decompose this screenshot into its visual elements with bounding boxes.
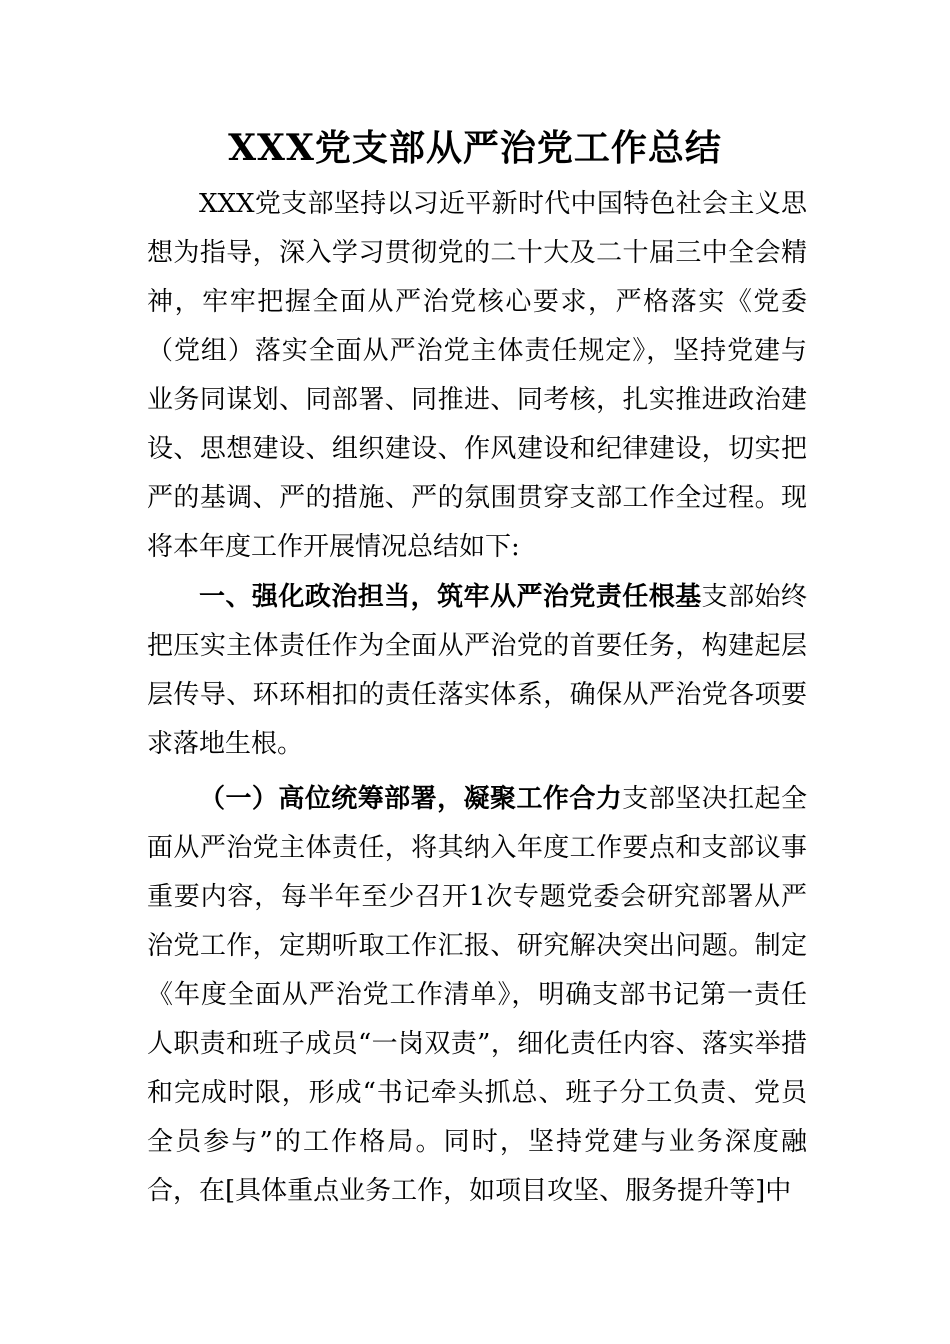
subsection-1-heading: （一）高位统筹部署，凝聚工作合力 <box>199 784 623 814</box>
document-body <box>147 180 807 1216</box>
subsection-1-paragraph <box>147 775 807 1216</box>
document-title: XXX党支部从严治党工作总结 <box>228 127 722 169</box>
section-1-paragraph <box>147 573 807 769</box>
intro-paragraph: XXX党支部坚持以习近平新时代中国特色社会主义思想为指导，深入学习贯彻党的二十大及二十届三中全会精神，牢牢把握全面从严治党核心要求，严格落实《党委（党组）落实全面从严治党主体责任规定》，坚持党建与业务同谋划、同部署、同推进、同考核，扎实推进政治建设、思想建设、组织建设、作风建设和纪律建设，切实把严的基调、严的措施、严的氛围贯穿支部工作全过程。现将本年度工作开展情况总结如下: <box>147 189 807 562</box>
subsection-1-text: 支部坚决扛起全面从严治党主体责任，将其纳入年度工作要点和支部议事重要内容，每半年至少召开1次专题党委会研究部署从严治党工作，定期听取工作汇报、研究解决突出问题。制定《年度全面从严治党工作清单》，明确支部书记第一责任人职责和班子成员“一岗双责”，细化责任内容、落实举措和完成时限，形成“书记牵头抓总、班子分工负责、党员全员参与”的工作格局。同时，坚持党建与业务深度融合，在[具体重点业务工作，如项目攻坚、服务提升等]中 <box>147 784 807 1206</box>
section-1-heading: 一、强化政治担当，筑牢从严治党责任根基 <box>199 582 702 612</box>
section-1-text: 支部始终把压实主体责任作为全面从严治党的首要任务，构建起层层传导、环环相扣的责任落实体系，确保从严治党各项要求落地生根。 <box>147 582 807 759</box>
